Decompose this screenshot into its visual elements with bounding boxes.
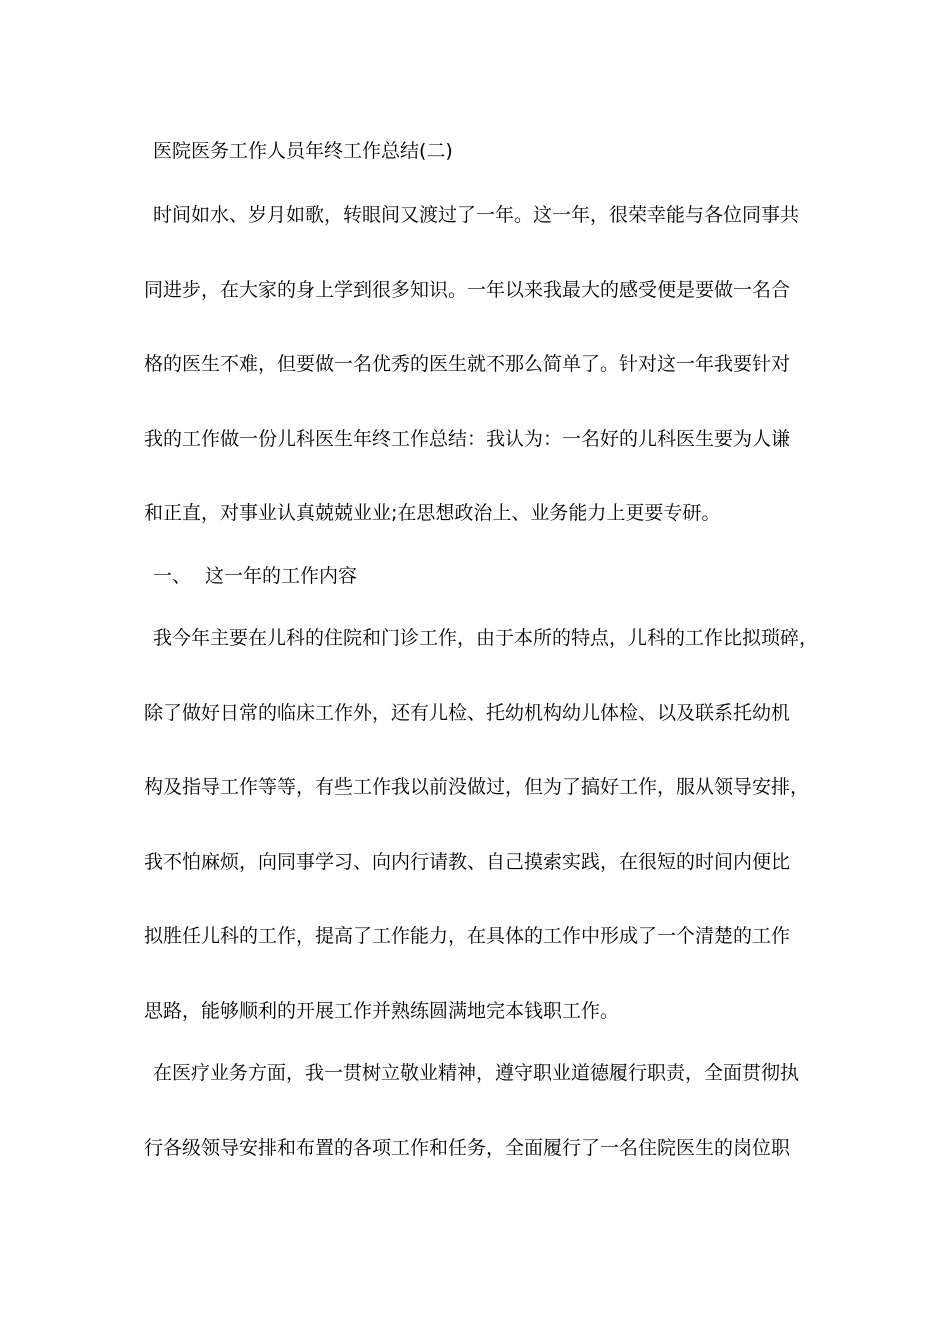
paragraph-line: 时间如水、岁月如歌，转眼间又渡过了一年。这一年，很荣幸能与各位同事共 (153, 204, 800, 226)
paragraph-line: 除了做好日常的临床工作外，还有儿检、托幼机构幼儿体检、以及联系托幼机 (144, 702, 791, 724)
paragraph-line: 我不怕麻烦，向同事学习、向内行请教、自己摸索实践，在很短的时间内便比 (144, 851, 791, 873)
section-number: 一、 (153, 565, 192, 587)
paragraph-line: 构及指导工作等等，有些工作我以前没做过，但为了搞好工作，服从领导安排， (144, 776, 810, 798)
paragraph-line: 行各级领导安排和布置的各项工作和任务，全面履行了一名住院医生的岗位职 (144, 1137, 791, 1159)
paragraph-line: 和正直，对事业认真兢兢业业;在思想政治上、业务能力上更要专研。 (144, 502, 721, 524)
paragraph-line: 同进步，在大家的身上学到很多知识。一年以来我最大的感受便是要做一名合 (144, 279, 791, 301)
paragraph-line: 格的医生不难，但要做一名优秀的医生就不那么简单了。针对这一年我要针对 (144, 353, 791, 375)
paragraph-line: 思路，能够顺利的开展工作并熟练圆满地完本钱职工作。 (144, 1000, 620, 1022)
paragraph-line: 在医疗业务方面，我一贯树立敬业精神，遵守职业道德履行职责，全面贯彻执 (153, 1062, 800, 1084)
paragraph-line: 我今年主要在儿科的住院和门诊工作，由于本所的特点，儿科的工作比拟琐碎， (153, 627, 819, 649)
document-title: 医院医务工作人员年终工作总结(二) (153, 140, 453, 162)
paragraph-line: 我的工作做一份儿科医生年终工作总结：我认为：一名好的儿科医生要为人谦 (144, 428, 791, 450)
section-title: 这一年的工作内容 (205, 565, 358, 587)
section-heading (153, 564, 833, 588)
paragraph-line: 拟胜任儿科的工作，提高了工作能力，在具体的工作中形成了一个清楚的工作 (144, 925, 791, 947)
